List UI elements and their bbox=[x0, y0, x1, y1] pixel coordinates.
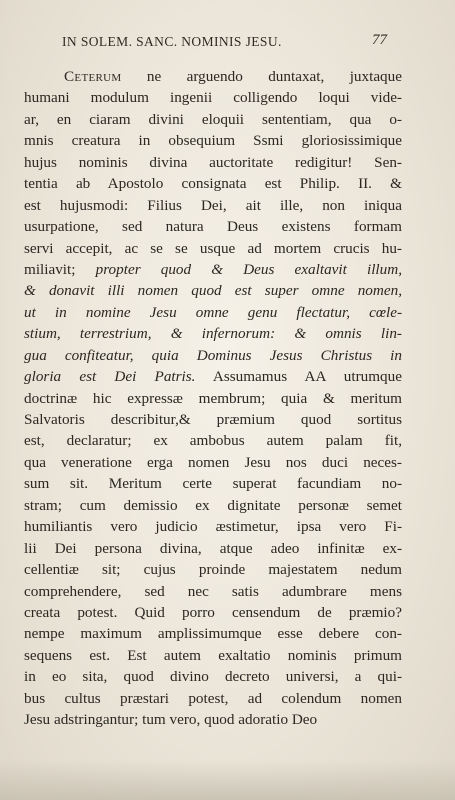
body-text bbox=[24, 66, 402, 731]
text-line: usurpatione, sed natura Deus existens formam bbox=[24, 218, 402, 236]
text-line-italic: & donavit illi nomen quod est super omne nomen, bbox=[24, 282, 402, 300]
text-line: lii Dei persona divina, atque adeo infinitæ ex- bbox=[24, 539, 402, 557]
text-line: est, declaratur; ex ambobus autem palam fit, bbox=[24, 432, 402, 450]
text-line: Salvatoris describitur,& præmium quod sortitus bbox=[24, 411, 402, 428]
text-line: est hujusmodi: Filius Dei, ait ille, non iniqua bbox=[24, 196, 402, 214]
italic-run: propter quod & Deus exaltavit illum, bbox=[95, 260, 402, 278]
text-line: tentia ab Apostolo consignata est Philip. II. & bbox=[24, 175, 402, 193]
italic-run: gloria est Dei Patris. bbox=[24, 368, 196, 386]
text-line: in eo sita, quod divino decreto universi, a qui- bbox=[24, 668, 402, 686]
text-line: humiliantis vero judicio æstimetur, ipsa vero Fi- bbox=[24, 518, 402, 536]
text-line bbox=[24, 259, 402, 280]
text-line: stram; cum demissio ex dignitate personæ semet bbox=[24, 496, 402, 514]
text-line: nempe maximum amplissimumque esse debere con- bbox=[24, 625, 402, 643]
text-line: bus cultus præstari potest, ad colendum nomen bbox=[24, 689, 402, 707]
text-line: qua veneratione erga nomen Jesu nos duci neces- bbox=[24, 453, 402, 471]
text-line: sum sit. Meritum certe superat facundiam no- bbox=[24, 475, 402, 493]
text-line: cellentiæ sit; cujus proinde majestatem nedum bbox=[24, 561, 402, 579]
text-run: miliavit; bbox=[24, 260, 96, 278]
opening-word: Ceterum bbox=[64, 68, 122, 85]
text-line: hujus nominis divina auctoritate redigitur! Sen- bbox=[24, 153, 402, 171]
text-run: ne arguendo duntaxat, juxtaque bbox=[121, 68, 402, 85]
text-line: servi accepit, ac se se usque ad mortem crucis hu- bbox=[24, 239, 402, 257]
text-line-italic: stium, terrestrium, & infernorum: & omnis lin- bbox=[24, 325, 402, 343]
text-line: Jesu adstringantur; tum vero, quod adoratio Deo bbox=[24, 711, 318, 729]
text-line-italic: gua confiteatur, quia Dominus Jesus Christus in bbox=[24, 346, 402, 364]
text-line bbox=[24, 366, 402, 387]
text-line: ar, en ciaram divini eloquii sententiam, qua o- bbox=[24, 110, 402, 128]
text-line: doctrinæ hic expressæ membrum; quia & meritum bbox=[24, 389, 402, 407]
running-title: IN SOLEM. SANC. NOMINIS JESU. bbox=[62, 34, 282, 49]
text-run: Assumamus AA utrumque bbox=[195, 368, 402, 386]
page-number: 77 bbox=[372, 32, 387, 48]
text-line bbox=[24, 66, 402, 87]
text-line: sequens est. Est autem exaltatio nominis primum bbox=[24, 646, 402, 664]
text-line-italic: ut in nomine Jesu omne genu flectatur, cœle- bbox=[24, 303, 402, 321]
text-line: comprehendere, sed nec satis adumbrare mens bbox=[24, 582, 402, 600]
text-line: mnis creatura in obsequium Ssmi gloriosissimique bbox=[24, 132, 402, 150]
text-line: humani modulum ingenii colligendo loqui vide- bbox=[24, 89, 402, 107]
text-line: creata potest. Quid porro censendum de præmio? bbox=[24, 603, 402, 621]
